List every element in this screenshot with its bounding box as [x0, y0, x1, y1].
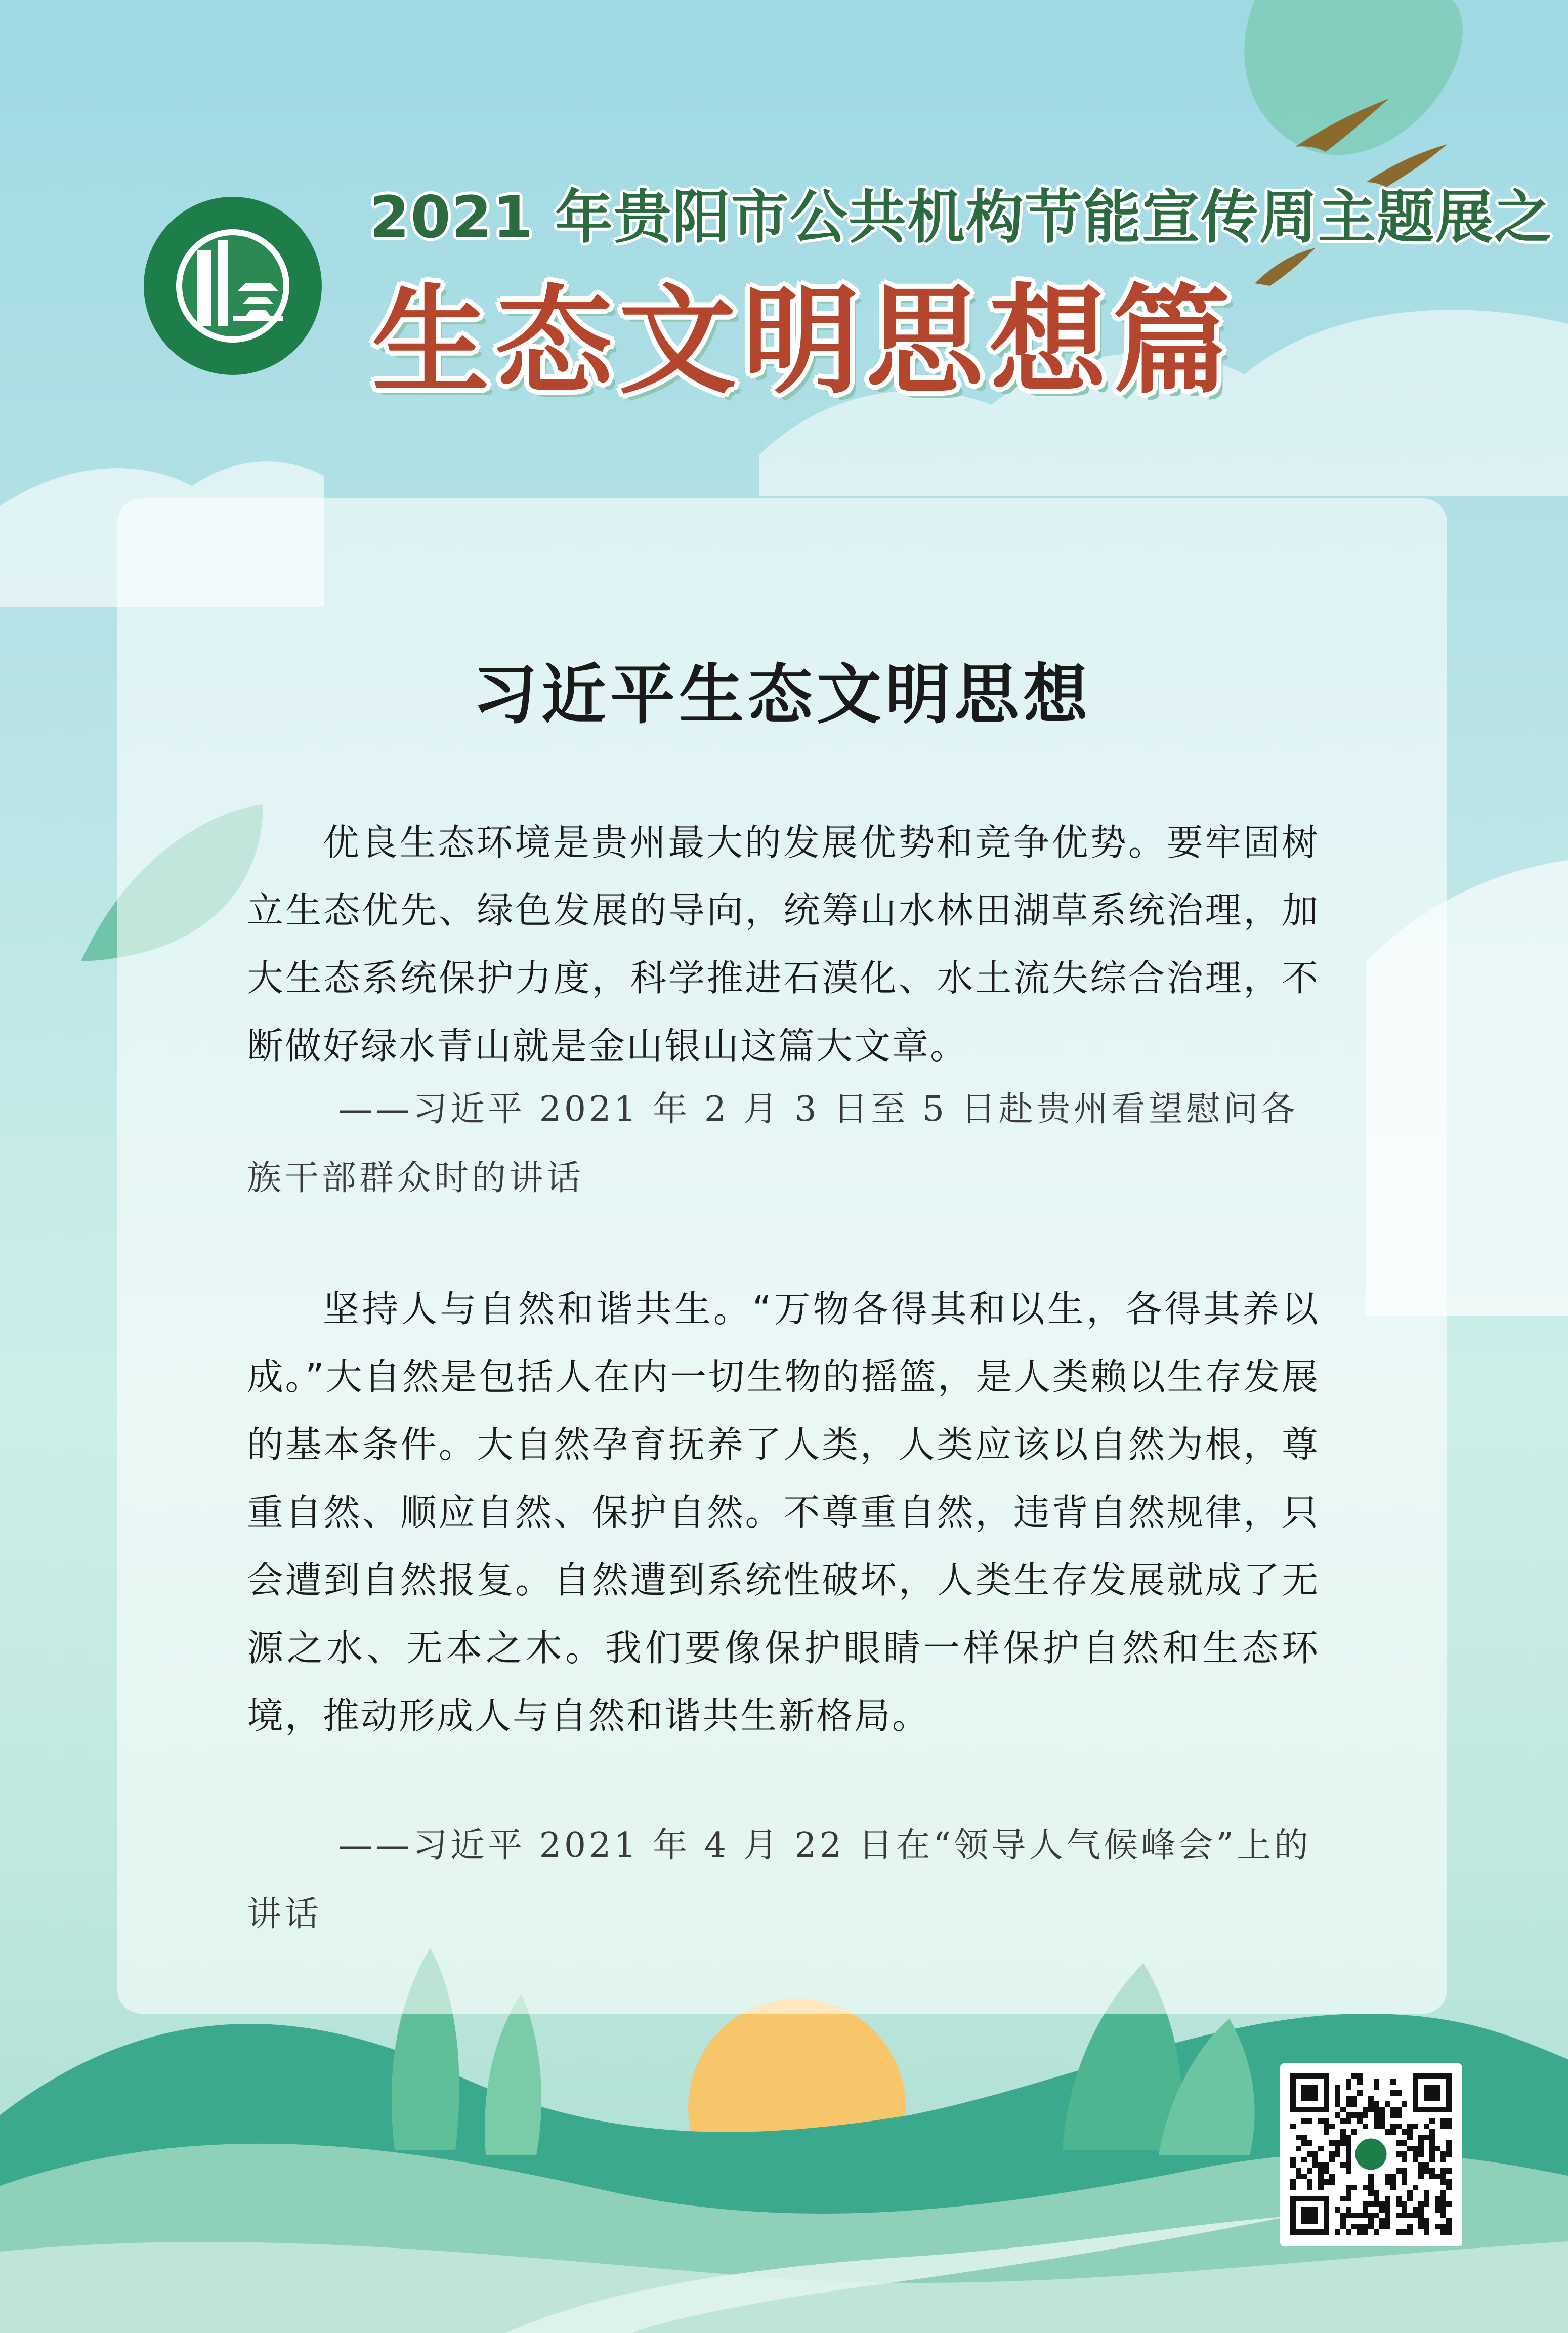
article-citation: ——习近平 2021 年 2 月 3 日至 5 日赴贵州看望慰问各族干部群众时的讲话: [247, 1089, 1298, 1198]
article-paragraph: 坚持人与自然和谐共生。“万物各得其和以生，各得其养以成。”大自然是包括人在内一切生物的摇篮，是人类赖以生存发展的基本条件。大自然孕育抚养了人类，人类应该以自然为根，尊重自然、顺应自然、保护自然。不尊重自然，违背自然规律，只会遭到自然报复。自然遭到系统性破坏，人类生存发展就成了无源之水、无本之木。我们要像保护眼睛一样保护自然和生态环境，推动形成人与自然和谐共生新格局。: [247, 1288, 1320, 1737]
bush: [485, 1993, 541, 2155]
leaf-decoration: [1244, 0, 1463, 155]
banner-subtitle: 2021 年贵阳市公共机构节能宣传周主题展之: [369, 184, 1553, 251]
logo-emblem-icon: [142, 195, 324, 377]
qr-code-box[interactable]: [1280, 2063, 1462, 2246]
banner-title: 生态文明思想篇: [372, 273, 1237, 410]
qr-code-icon: [1280, 2063, 1462, 2246]
article-citation: ——习近平 2021 年 4 月 22 日在“领导人气候峰会”上的讲话: [247, 1826, 1312, 1934]
article-paragraph: 优良生态环境是贵州最大的发展优势和竞争优势。要牢固树立生态优先、绿色发展的导向，统筹山水林田湖草系统治理，加大生态系统保护力度，科学推进石漠化、水土流失综合治理，不断做好绿水青山就是金山银山这篇大文章。: [247, 821, 1320, 1067]
article-title: 习近平生态文明思想: [472, 657, 1092, 733]
